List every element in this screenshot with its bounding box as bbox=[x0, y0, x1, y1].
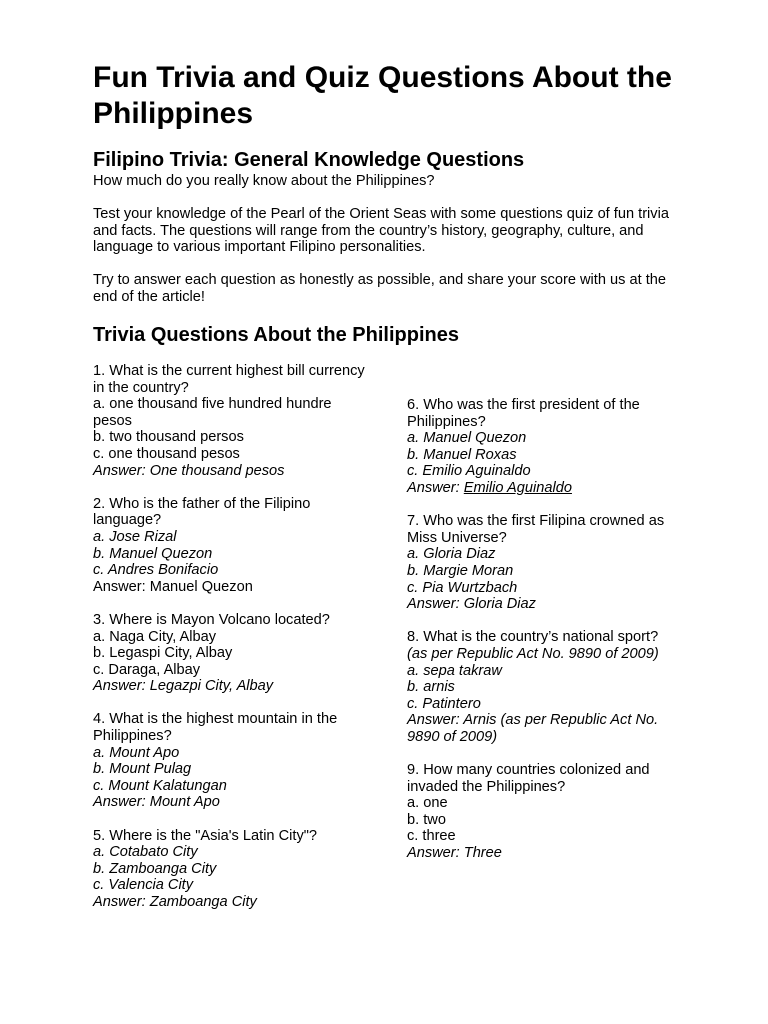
option-c: c. Mount Kalatungan bbox=[93, 777, 227, 794]
answer-line bbox=[93, 794, 368, 811]
option-b: b. Manuel Roxas bbox=[407, 446, 517, 463]
option-a: a. Jose Rizal bbox=[93, 528, 177, 545]
answer-value: Mount Apo bbox=[149, 794, 220, 811]
answer-line bbox=[93, 894, 368, 911]
question-8 bbox=[407, 629, 682, 745]
question-text: 5. Where is the "Asia's Latin City"? bbox=[93, 827, 318, 844]
option-c: c. three bbox=[407, 828, 456, 845]
option-b: b. arnis bbox=[407, 679, 455, 696]
option-c: c. Valencia City bbox=[93, 877, 194, 894]
answer-line bbox=[407, 596, 682, 613]
answer-label: Answer: bbox=[93, 794, 150, 811]
answer-line bbox=[93, 678, 368, 695]
answer-line bbox=[93, 463, 368, 480]
option-a: a. one bbox=[407, 795, 448, 812]
option-c: c. Andres Bonifacio bbox=[93, 562, 219, 579]
question-text: 9. How many countries colonized and invaded the Philippines? bbox=[407, 762, 650, 795]
answer-line bbox=[407, 845, 682, 862]
question-text: 7. Who was the first Filipina crowned as Miss Universe? bbox=[407, 513, 665, 546]
option-b: b. Margie Moran bbox=[407, 562, 514, 579]
option-b: b. Mount Pulag bbox=[93, 761, 192, 778]
answer-value: Manuel Quezon bbox=[149, 578, 253, 595]
question-1 bbox=[93, 363, 368, 479]
answer-value: Gloria Diaz bbox=[463, 596, 536, 613]
question-text: 2. Who is the father of the Filipino language? bbox=[93, 495, 311, 529]
question-text: 3. Where is Mayon Volcano located? bbox=[93, 611, 330, 628]
intro-question: How much do you really know about the Philippines? bbox=[93, 173, 435, 189]
answer-label: Answer: bbox=[93, 678, 150, 695]
option-a: a. Cotabato City bbox=[93, 844, 198, 861]
question-7 bbox=[407, 513, 682, 613]
question-3 bbox=[93, 612, 368, 695]
answer-value: Legazpi City, Albay bbox=[149, 678, 274, 695]
intro-paragraph: Test your knowledge of the Pearl of the Orient Seas with some questions quiz of fun trivia and facts. The questions will range from the country’s history, geography, culture, and language to various important Filipino personalities. bbox=[93, 206, 669, 256]
answer-label: Answer: bbox=[407, 845, 464, 862]
questions-left-column bbox=[93, 363, 368, 927]
question-5 bbox=[93, 828, 368, 911]
answer-line bbox=[93, 579, 368, 596]
answer-value: One thousand pesos bbox=[149, 462, 285, 479]
answer-label: Answer: bbox=[93, 462, 150, 479]
questions-right-column bbox=[407, 397, 682, 878]
option-b: b. Manuel Quezon bbox=[93, 545, 213, 562]
option-b: b. Legaspi City, Albay bbox=[93, 645, 233, 662]
question-4 bbox=[93, 711, 368, 811]
answer-label: Answer: bbox=[407, 596, 464, 613]
option-c: c. Emilio Aguinaldo bbox=[407, 463, 531, 480]
question-text: 1. What is the current highest bill currency in the country? bbox=[93, 363, 365, 396]
answer-value: Emilio Aguinaldo bbox=[463, 479, 572, 496]
question-6 bbox=[407, 397, 682, 497]
answer-label: Answer: bbox=[407, 479, 464, 496]
option-c: c. Pia Wurtzbach bbox=[407, 579, 518, 596]
option-b: b. Zamboanga City bbox=[93, 860, 217, 877]
option-c: c. Patintero bbox=[407, 695, 481, 712]
answer-line bbox=[407, 480, 682, 497]
page-heading bbox=[93, 60, 693, 132]
question-2 bbox=[93, 496, 368, 596]
question-text: 8. What is the country’s national sport? bbox=[407, 629, 659, 646]
option-b: b. two bbox=[407, 811, 446, 828]
option-a: a. Naga City, Albay bbox=[93, 628, 217, 645]
intro-instructions: Try to answer each question as honestly as possible, and share your score with us at the end of the article! bbox=[93, 272, 666, 305]
option-b: b. two thousand persos bbox=[93, 429, 244, 446]
answer-label: Answer: bbox=[93, 894, 150, 910]
page-title: Fun Trivia and Quiz Questions About the Philippines bbox=[93, 61, 672, 130]
section-title: Trivia Questions About the Philippines bbox=[93, 324, 459, 346]
question-text: 4. What is the highest mountain in the Philippines? bbox=[93, 711, 338, 745]
option-a: a. sepa takraw bbox=[407, 662, 502, 679]
subtitle: Filipino Trivia: General Knowledge Questions bbox=[93, 149, 525, 171]
answer-label: Answer: bbox=[407, 712, 464, 729]
option-a: a. one thousand five hundred hundre pesos bbox=[93, 396, 332, 429]
answer-line bbox=[407, 712, 682, 745]
answer-value: Zamboanga City bbox=[149, 894, 257, 910]
option-c: c. one thousand pesos bbox=[93, 445, 240, 462]
option-a: a. Manuel Quezon bbox=[407, 430, 527, 447]
option-a: a. Gloria Diaz bbox=[407, 546, 496, 563]
option-c: c. Daraga, Albay bbox=[93, 661, 201, 678]
question-note: (as per Republic Act No. 9890 of 2009) bbox=[407, 645, 659, 662]
answer-value: Arnis (as per Republic Act No. 9890 of 2009) bbox=[407, 712, 659, 745]
question-9 bbox=[407, 762, 682, 862]
option-a: a. Mount Apo bbox=[93, 744, 180, 761]
question-text: 6. Who was the first president of the Philippines? bbox=[407, 397, 640, 430]
answer-label: Answer: bbox=[93, 578, 150, 595]
answer-value: Three bbox=[463, 845, 502, 862]
